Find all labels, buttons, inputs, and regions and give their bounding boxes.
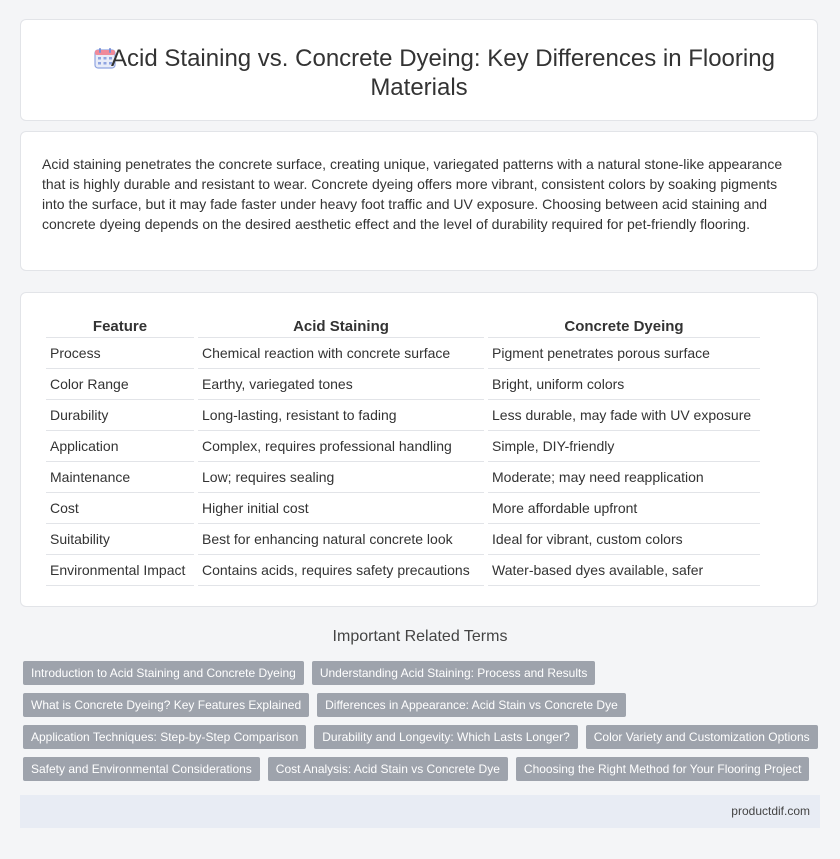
header-card [20, 19, 818, 121]
cell-acid-staining: Higher initial cost [198, 493, 484, 524]
header-feature: Feature [46, 315, 194, 338]
table-row [46, 462, 760, 493]
related-term-link[interactable]: Introduction to Acid Staining and Concrete Dyeing [23, 661, 304, 685]
footer-site-name: productdif.com [731, 804, 810, 818]
cell-concrete-dyeing: More affordable upfront [488, 493, 760, 524]
cell-concrete-dyeing: Pigment penetrates porous surface [488, 338, 760, 369]
footer [20, 795, 820, 828]
cell-acid-staining: Contains acids, requires safety precautions [198, 555, 484, 586]
table-row [46, 369, 760, 400]
related-term-link[interactable]: Color Variety and Customization Options [586, 725, 818, 749]
cell-concrete-dyeing: Water-based dyes available, safer [488, 555, 760, 586]
table-row [46, 524, 760, 555]
cell-acid-staining: Long-lasting, resistant to fading [198, 400, 484, 431]
related-term-link[interactable]: What is Concrete Dyeing? Key Features Explained [23, 693, 309, 717]
header-concrete-dyeing: Concrete Dyeing [488, 315, 760, 338]
cell-concrete-dyeing: Bright, uniform colors [488, 369, 760, 400]
comparison-table [42, 315, 764, 586]
table-header-row [46, 315, 760, 338]
table-row [46, 338, 760, 369]
cell-acid-staining: Low; requires sealing [198, 462, 484, 493]
cell-acid-staining: Earthy, variegated tones [198, 369, 484, 400]
cell-acid-staining: Best for enhancing natural concrete look [198, 524, 484, 555]
related-term-link[interactable]: Durability and Longevity: Which Lasts Longer? [314, 725, 577, 749]
related-term-link[interactable]: Differences in Appearance: Acid Stain vs Concrete Dye [317, 693, 626, 717]
cell-feature: Color Range [46, 369, 194, 400]
related-term-link[interactable]: Application Techniques: Step-by-Step Comparison [23, 725, 306, 749]
related-terms-title: Important Related Terms [332, 628, 508, 645]
cell-concrete-dyeing: Less durable, may fade with UV exposure [488, 400, 760, 431]
related-terms-row [23, 693, 626, 717]
cell-feature: Process [46, 338, 194, 369]
related-term-link[interactable]: Cost Analysis: Acid Stain vs Concrete Dye [268, 757, 508, 781]
cell-concrete-dyeing: Moderate; may need reapplication [488, 462, 760, 493]
related-term-link[interactable]: Choosing the Right Method for Your Flooring Project [516, 757, 810, 781]
page-title [21, 44, 817, 102]
table-row [46, 400, 760, 431]
cell-feature: Durability [46, 400, 194, 431]
related-terms-row [23, 725, 818, 749]
cell-feature: Environmental Impact [46, 555, 194, 586]
related-term-link[interactable]: Safety and Environmental Considerations [23, 757, 260, 781]
comparison-table-card [20, 292, 818, 607]
cell-feature: Cost [46, 493, 194, 524]
related-terms-row [23, 661, 595, 685]
cell-concrete-dyeing: Ideal for vibrant, custom colors [488, 524, 760, 555]
table-row [46, 431, 760, 462]
page-title-line-1: Acid Staining vs. Concrete Dyeing: Key Differences in Flooring [111, 45, 775, 72]
cell-acid-staining: Chemical reaction with concrete surface [198, 338, 484, 369]
cell-concrete-dyeing: Simple, DIY-friendly [488, 431, 760, 462]
table-row [46, 555, 760, 586]
related-terms-row [23, 757, 809, 781]
table-row [46, 493, 760, 524]
intro-card [20, 131, 818, 271]
cell-acid-staining: Complex, requires professional handling [198, 431, 484, 462]
intro-paragraph: Acid staining penetrates the concrete surface, creating unique, variegated patterns with a natural stone-like appearance that is highly durable and resistant to wear. Concrete dyeing offers more vibrant, consistent colors by soaking pigments into the surface, but it may fade faster under heavy foot traffic and UV exposure. Choosing between acid staining and concrete dyeing depends on the desired aesthetic effect and the level of durability required for pet-friendly flooring. [42, 156, 783, 232]
page-title-line-2: Materials [370, 74, 468, 101]
cell-feature: Maintenance [46, 462, 194, 493]
related-term-link[interactable]: Understanding Acid Staining: Process and Results [312, 661, 596, 685]
cell-feature: Suitability [46, 524, 194, 555]
header-acid-staining: Acid Staining [198, 315, 484, 338]
cell-feature: Application [46, 431, 194, 462]
